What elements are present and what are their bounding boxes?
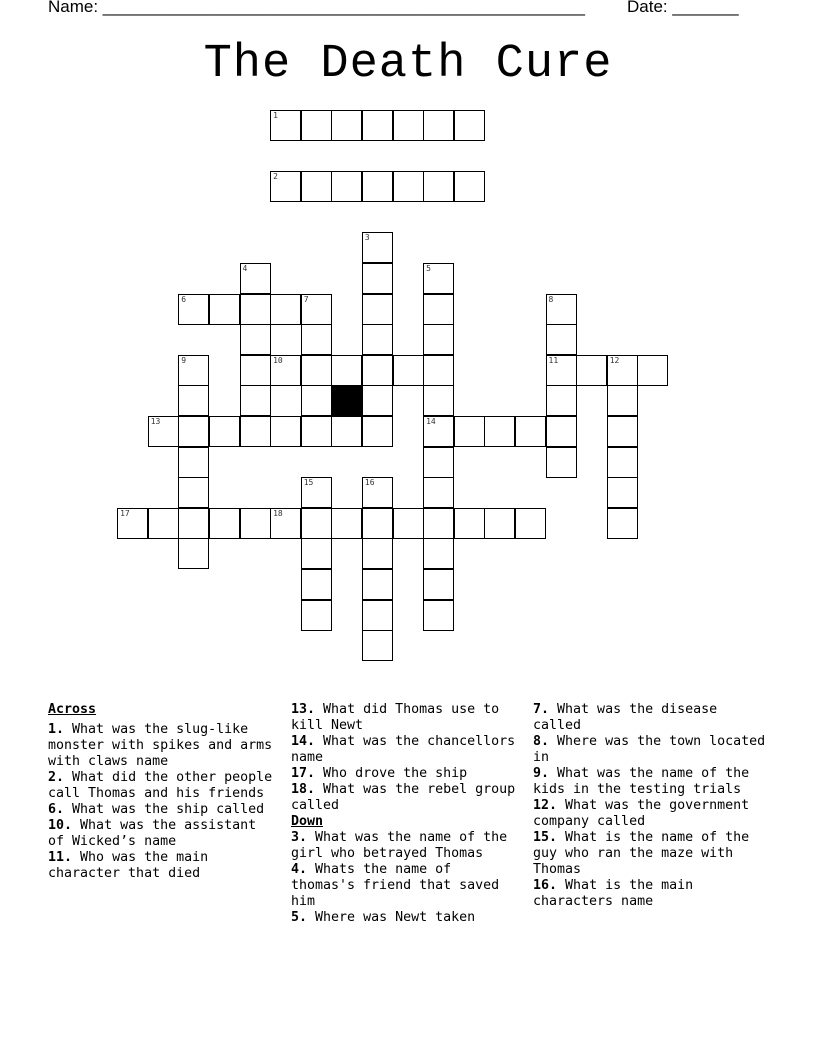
grid-cell[interactable]: [178, 538, 209, 569]
grid-cell[interactable]: [301, 477, 332, 508]
grid-cell[interactable]: [362, 385, 393, 416]
grid-cell[interactable]: [546, 447, 577, 478]
grid-cell[interactable]: [178, 416, 209, 447]
grid-cell[interactable]: [637, 355, 668, 386]
grid-cell[interactable]: [301, 600, 332, 631]
grid-cell[interactable]: [607, 477, 638, 508]
grid-cell[interactable]: [393, 508, 424, 539]
clue-number: 1: [273, 111, 278, 120]
clues-column-2: [291, 702, 517, 926]
clue-number: 16: [364, 478, 375, 488]
grid-cell[interactable]: [423, 477, 454, 508]
grid-cell[interactable]: [240, 263, 271, 294]
clue-across-13: 13. What did Thomas use to kill Newt: [291, 702, 500, 733]
grid-cell[interactable]: [178, 447, 209, 478]
grid-cell[interactable]: [362, 538, 393, 569]
grid-cell[interactable]: [423, 263, 454, 294]
grid-block: [331, 385, 362, 416]
grid-cell[interactable]: [301, 294, 332, 325]
grid-cell[interactable]: [117, 508, 148, 539]
grid-cell[interactable]: [454, 508, 485, 539]
clue-number: 18: [273, 508, 283, 518]
clue-number: 13: [150, 417, 161, 426]
grid-cell[interactable]: [454, 171, 485, 202]
grid-cell[interactable]: [423, 110, 454, 141]
grid-cell[interactable]: [301, 569, 332, 600]
grid-cell[interactable]: [454, 416, 485, 447]
clue-number: 9: [181, 355, 187, 365]
grid-cell[interactable]: [423, 600, 454, 631]
clue-number: 12: [609, 355, 620, 365]
grid-cell[interactable]: [607, 447, 638, 478]
date-field-label: Date: _______: [627, 0, 739, 16]
clue-number: 10: [273, 355, 283, 365]
grid-cell[interactable]: [484, 508, 515, 539]
grid-cell[interactable]: [209, 508, 240, 539]
grid-cell[interactable]: [362, 508, 393, 539]
grid-cell[interactable]: [423, 508, 454, 539]
grid-cell[interactable]: [423, 324, 454, 355]
clue-number: 3: [364, 233, 370, 243]
grid-cell[interactable]: [301, 324, 332, 355]
clue-across-1: 1. What was the slug-like monster with spikes and arms with claws name: [48, 722, 273, 769]
grid-cell[interactable]: [240, 416, 271, 447]
clue-across-14: 14. What was the chancellors name: [291, 734, 516, 765]
grid-cell[interactable]: [393, 355, 424, 386]
clue-number: 7: [303, 294, 309, 304]
grid-cell[interactable]: [240, 355, 271, 386]
across-heading: Across: [48, 702, 97, 717]
grid-cell[interactable]: [331, 171, 362, 202]
clue-number: 14: [426, 417, 436, 426]
grid-cell[interactable]: [546, 294, 577, 325]
grid-cell[interactable]: [362, 477, 393, 508]
clue-down-12: 12. What was the government company called: [533, 798, 750, 829]
grid-cell[interactable]: [362, 232, 393, 263]
grid-cell[interactable]: [423, 355, 454, 386]
grid-cell[interactable]: [362, 110, 393, 141]
clue-down-3: 3. What was the name of the girl who betrayed Thomas: [291, 830, 508, 861]
grid-cell[interactable]: [148, 416, 179, 447]
grid-cell[interactable]: [270, 355, 301, 386]
grid-cell[interactable]: [362, 416, 393, 447]
grid-cell[interactable]: [362, 324, 393, 355]
clue-across-11: 11. Who was the main character that died: [48, 850, 209, 881]
grid-cell[interactable]: [423, 538, 454, 569]
grid-cell[interactable]: [301, 538, 332, 569]
grid-cell[interactable]: [331, 110, 362, 141]
clue-number: 2: [273, 172, 278, 182]
grid-cell[interactable]: [362, 171, 393, 202]
grid-cell[interactable]: [331, 508, 362, 539]
grid-cell[interactable]: [178, 508, 209, 539]
clue-across-10: 10. What was the assistant of Wicked’s name: [48, 818, 257, 849]
grid-cell[interactable]: [423, 294, 454, 325]
grid-cell[interactable]: [301, 385, 332, 416]
clue-number: 4: [242, 264, 248, 273]
grid-cell[interactable]: [301, 171, 332, 202]
grid-cell[interactable]: [178, 477, 209, 508]
clue-down-7: 7. What was the disease called: [533, 702, 718, 733]
grid-cell[interactable]: [209, 294, 240, 325]
clue-number: 11: [548, 355, 559, 365]
down-heading: Down: [291, 814, 324, 829]
grid-cell[interactable]: [301, 355, 332, 386]
clue-across-2: 2. What did the other people call Thomas and his friends: [48, 770, 273, 801]
grid-cell[interactable]: [270, 171, 301, 202]
clue-number: 17: [120, 508, 130, 518]
clue-down-9: 9. What was the name of the kids in the testing trials: [533, 766, 750, 797]
clue-down-8: 8. Where was the town located in: [533, 734, 766, 765]
grid-cell[interactable]: [546, 355, 577, 386]
grid-cell[interactable]: [362, 355, 393, 386]
clue-down-16: 16. What is the main characters name: [533, 878, 694, 909]
clue-down-15: 15. What is the name of the guy who ran the maze with Thomas: [533, 830, 750, 877]
grid-cell[interactable]: [301, 416, 332, 447]
puzzle-title: The Death Cure: [203, 38, 613, 91]
grid-cell[interactable]: [607, 385, 638, 416]
grid-cell[interactable]: [546, 416, 577, 447]
clues-column-1: [48, 702, 274, 882]
clue-number: 6: [181, 294, 187, 304]
grid-cell[interactable]: [393, 171, 424, 202]
grid-cell[interactable]: [546, 324, 577, 355]
clue-number: 5: [426, 264, 431, 273]
grid-cell[interactable]: [301, 508, 332, 539]
clue-across-17: 17. Who drove the ship: [291, 766, 468, 781]
grid-cell[interactable]: [331, 416, 362, 447]
grid-cell[interactable]: [270, 508, 301, 539]
grid-cell[interactable]: [423, 447, 454, 478]
grid-cell[interactable]: [178, 385, 209, 416]
clue-across-18: 18. What was the rebel group called: [291, 782, 516, 813]
grid-cell[interactable]: [362, 600, 393, 631]
grid-cell[interactable]: [484, 416, 515, 447]
grid-cell[interactable]: [240, 294, 271, 325]
grid-cell[interactable]: [270, 294, 301, 325]
grid-cell[interactable]: [301, 110, 332, 141]
grid-cell[interactable]: [362, 263, 393, 294]
grid-cell[interactable]: [148, 508, 179, 539]
grid-cell[interactable]: [423, 171, 454, 202]
clue-number: 15: [303, 478, 314, 488]
grid-cell[interactable]: [209, 416, 240, 447]
grid-cell[interactable]: [270, 416, 301, 447]
clue-down-5: 5. Where was Newt taken: [291, 910, 476, 925]
grid-cell[interactable]: [454, 110, 485, 141]
grid-cell[interactable]: [423, 569, 454, 600]
grid-cell[interactable]: [515, 508, 546, 539]
grid-cell[interactable]: [331, 355, 362, 386]
grid-cell[interactable]: [607, 508, 638, 539]
grid-cell[interactable]: [546, 385, 577, 416]
grid-cell[interactable]: [240, 508, 271, 539]
grid-cell[interactable]: [607, 416, 638, 447]
grid-cell[interactable]: [362, 294, 393, 325]
grid-cell[interactable]: [362, 630, 393, 661]
name-field-label: Name: ___________________________________________________: [48, 0, 585, 16]
grid-cell[interactable]: [423, 416, 454, 447]
grid-cell[interactable]: [393, 110, 424, 141]
grid-cell[interactable]: [423, 385, 454, 416]
grid-cell[interactable]: [178, 294, 209, 325]
grid-cell[interactable]: [576, 355, 607, 386]
grid-cell[interactable]: [240, 385, 271, 416]
clue-down-4: 4. Whats the name of thomas's friend that saved him: [291, 862, 500, 909]
grid-cell[interactable]: [178, 355, 209, 386]
clue-number: 8: [548, 294, 554, 304]
clue-across-6: 6. What was the ship called: [48, 802, 265, 817]
grid-cell[interactable]: [607, 355, 638, 386]
grid-cell[interactable]: [240, 324, 271, 355]
clues-column-3: [533, 702, 773, 910]
grid-cell[interactable]: [362, 569, 393, 600]
grid-cell[interactable]: [270, 110, 301, 141]
grid-cell[interactable]: [515, 416, 546, 447]
